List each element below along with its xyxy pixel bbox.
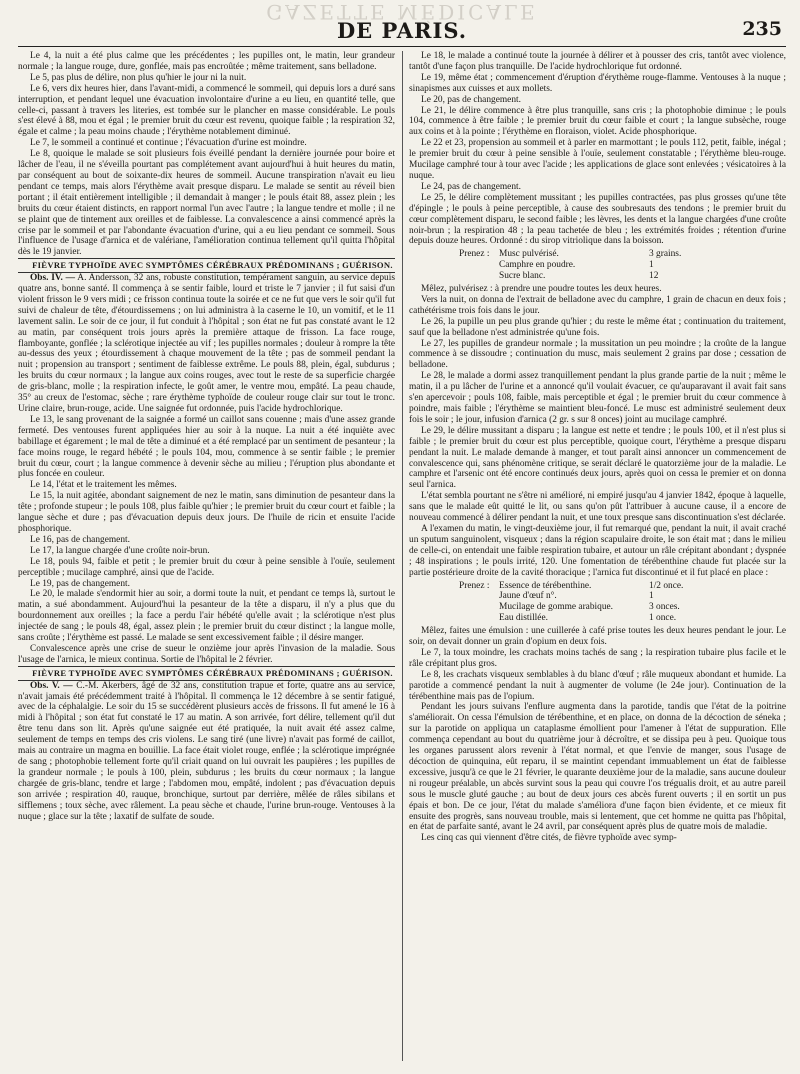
observation-paragraph <box>18 681 395 823</box>
header-rule <box>18 46 786 47</box>
paragraph: Le 5, pas plus de délire, non plus qu'hier le jour ni la nuit. <box>30 72 247 83</box>
paragraph: L'état sembla pourtant ne s'être ni amélioré, ni empiré jusqu'au 4 janvier 1842, époque à laquelle, sans que le malade eût quitté le lit, ou sans qu'on pût l'attribuer à aucune cause, il a encore de nouveau commencé à délirer pendant la nuit, et une toux presque sans discontinuation s'est déclarée. <box>409 491 786 524</box>
prescription-dose: 1 <box>649 591 654 602</box>
paragraph: Le 6, vers dix heures hier, dans l'avant-midi, a commencé le sommeil, qui depuis lors a duré sans interruption, et pendant lequel une évacuation involontaire d'urine a eu lieu, en quantité telle, que celle-ci, passant à travers les literies, est tombée sur le plancher en masse considérable. Le pouls s'est élevé à 88, mou et égal ; le premier bruit du cœur est revenu, quoique faible ; la respiration 32, égale et calme ; la peau moins chaude ; l'érythème notablement diminué. <box>18 83 395 138</box>
paragraph: Mêlez, faites une émulsion : une cuillerée à café prise toutes les deux heures pendant le jour. Le soir, on devait donner un grain d'opium en deux fois. <box>409 626 786 648</box>
prescription-1 <box>459 249 786 282</box>
observation-label: Obs. IV. — <box>30 273 76 284</box>
paragraph: Le 15, la nuit agitée, abondant saignement de nez le matin, sans diminution de pesanteur dans la tête ; profonde stupeur ; le pouls 108, plus faible qu'hier ; le premier bruit du cœur court et faible ; la langue sèche et dure ; pas d'évacuation depuis deux jours. De l'huile de ricin et ensuite l'acide phosphorique. <box>18 491 395 534</box>
paragraph: Le 18, le malade a continué toute la journée à délirer et à pousser des cris, tantôt avec violence, tantôt d'une façon plus tranquille. De l'acide hydrochlorique fut ordonné. <box>409 51 786 72</box>
prescription-item: Eau distillée. <box>499 613 548 624</box>
paragraph: Le 22 et 23, propension au sommeil et à parler en marmottant ; le pouls 112, petit, faible, inégal ; le premier bruit du cœur à peine sensible à l'ouïe, seulement constatable ; l'érythème bleu-rouge. Mucilage camphré tour à tour avec l'acide ; les applications de glace sont enlevées ; vésicatoires à la nuque. <box>409 138 786 181</box>
paragraph: Le 19, même état ; commencement d'éruption d'érythème rouge-flamme. Ventouses à la nuque ; sinapismes aux cuisses et aux mollets. <box>409 72 786 94</box>
prescription-item: Musc pulvérisé. <box>499 249 559 260</box>
prescription-dose: 12 <box>649 271 659 282</box>
paragraph: Le 4, la nuit a été plus calme que les précédentes ; les pupilles ont, le matin, leur grandeur normale ; la langue rouge, dure, gonflée, mais pas encroûtée ; même traitement, sans belladone. <box>18 51 395 72</box>
prescription-line <box>459 581 786 592</box>
page-number: 235 <box>742 18 782 40</box>
paragraph: Le 25, le délire complètement mussitant ; les pupilles contractées, pas plus grosses qu'une tête d'épingle ; le pouls à peine perceptible, à cause des soubresauts des tendons ; le premier bruit du cœur complètement disparu, le second faible ; les lèvres, les dents et la langue chargées d'une croûte noir-brun ; la respiration 48 ; la peau tachetée de bleu ; les extrémités froides ; rétention d'urine depuis douze heures. Ordonné : du sirop vitriolique dans la boisson. <box>409 192 786 247</box>
paragraph: Le 7, la toux moindre, les crachats moins tachés de sang ; la respiration tubaire plus facile et le râle crépitant plus gros. <box>409 647 786 669</box>
observation-text: A. Andersson, 32 ans, robuste constitution, tempérament sanguin, au service depuis quatre ans, bonne santé. Il commença à se sentir faible, lourd et triste le 7 janvier ; il fut saisi d'un violent frisson le 9 vers midi ; ce frisson continua toute la soirée et ce ne fut que vers le soir qu'il fut suivi de chaleur de tête, d'étourdissemens ; on lui administra à la caserne le 10, un vomitif, et le 11 lavement salin. Le soir de ce jour, il fut conduit à l'hôpital ; son état ne fut pas constaté avant le 12 au matin, par conséquent trois jours après la première attaque de frisson. La face rouge, flamboyante, gonflée ; la sclérotique injectée au vif ; les pupilles normales ; douleur à rompre la tête au-dessus des yeux ; étourdissement à chaque mouvement de la tête ; pas de sommeil pendant la nuit ; propension au transport ; sentiment de faiblesse extrême. Le pouls 88, plein, égal, subdurus ; les bruits du cœur normaux ; la langue aux coins rouges, avec tout le reste de sa superficie chargée de gris-blanc, molle ; la respiration infecte, le goût amer, le ventre mou, empâté. La peau chaude, 35° au creux de l'estomac, sèche ; rare érythème typhoïde de couleur rouge clair sur tout le tronc. Urine claire, brun-rouge, acide. Une saignée fut ordonnée, puis l'acide hydrochlorique. <box>18 273 395 414</box>
prescription-line <box>459 249 786 260</box>
paragraph: Les cinq cas qui viennent d'être cités, de fièvre typhoïde avec symp- <box>421 833 677 844</box>
prescription-item: Camphre en poudre. <box>499 260 576 271</box>
paragraph: Le 26, la pupille un peu plus grande qu'hier ; du reste le même état ; continuation du traitement, sauf que la belladone n'est administrée qu'une fois. <box>409 316 786 338</box>
right-column <box>409 51 786 1061</box>
masthead <box>18 0 786 46</box>
paragraph: Le 16, pas de changement. <box>30 534 130 545</box>
paragraph: Le 28, le malade a dormi assez tranquillement pendant la plus grande partie de la nuit ; même le matin, il a pu lâcher de l'urine et a annoncé qu'il voulait évacuer, ce qu'auparavant il avait fait sans s'en apercevoir ; pouls 108, faible, mais perceptible et égal ; le premier bruit du cœur commence à poindre, mais faible ; l'érythème se maintient bleu-foncé. Le musc est administré seulement deux fois le soir ; le jour, infusion d'arnica (2 gr. s sur 8 onces) joint au mucilage camphré. <box>409 371 786 425</box>
text-columns <box>18 51 786 1061</box>
paragraph: Le 27, les pupilles de grandeur normale ; la mussitation un peu moindre ; la croûte de la langue commence à se dissoudre ; continuation du musc, mais seulement 2 grains par dose ; cessation de belladone. <box>409 338 786 371</box>
paragraph: A l'examen du matin, le vingt-deuxième jour, il fut remarqué que, pendant la nuit, il avait craché un sputum sanguinolent, visqueux ; dans la région scapulaire droite, le son était mat ; dans le milieu de celle-ci, on entendait une faible respiration tubaire, et autour un râle crépitant abondant ; dyspnée ; 48 inspirations ; le pouls irrité, 120. Une fomentation de térébenthine chaude fut placée sur la partie postérieure droite de la cavité thoracique ; l'arnica fut discontinué et il fut placé en place : <box>409 523 786 578</box>
paragraph: Le 8, quoique le malade se soit plusieurs fois éveillé pendant la dernière journée pour boire et lâcher de l'eau, il ne s'éveilla pourtant pas complétement avant aujourd'hui à huit heures du matin, par conséquent au bout de soixante-dix heures de sommeil. Aucune transpiration n'avait eu lieu pendant ce temps, mais alors l'érythème avait presque disparu. Le malade se sentit au réveil bien portant ; il était entièrement intelligible ; il demandait à manger ; le pouls était 88, assez plein ; les bruits du cœur étaient distincts, en rapport normal l'un avec l'autre ; la langue tendre et molle ; il ne se plaint que de tintement aux oreilles et de faiblesse. La convalescence a ainsi commencé après la crise par le sommeil et par l'abondante évacuation d'urine, qui a eu lieu pendant ce sommeil. Sous l'influence de l'usage d'arnica et de valériane, l'amélioration continua tellement qu'il quitta l'hôpital dès le 19 janvier. <box>18 149 395 258</box>
prescription-line <box>459 591 786 602</box>
paragraph: Mêlez, pulvérisez : à prendre une poudre toutes les deux heures. <box>421 284 662 295</box>
paragraph: Le 24, pas de changement. <box>421 181 521 192</box>
page-title: DE PARIS. <box>336 18 468 43</box>
prescription-dose: 1 <box>649 260 654 271</box>
paragraph: Pendant les jours suivans l'enflure augmenta dans la parotide, tandis que l'état de la poitrine s'améliorait. On cessa l'émulsion de térébenthine, et en place, on donna de la décoction de séneka ; sur la parotide on appliqua un cataplasme émollient pour l'amener à l'état de suppuration. Elle commença cependant au bout du quatrième jour à décroître, et se dissipa peu à peu. Quoique tous les organes parussent alors revenir à l'état normal, et que l'envie de manger, sous l'usage de décoction de quinquina, eût reparu, il se maintint cependant immuablement un état de faiblesse excessive, jusqu'à ce que le 21 février, le quarante deuxième jour de la maladie, sans aucune douleur ni rougeur préalable, un abcès survint sous la peau qui couvre l'os trégualis droit, et au autre pareil sous le muscle gluté gauche ; au bout de deux jours ces abcès furent ouverts ; il en sortit un pus épais et bon. De ce jour, l'état du malade s'améliora d'une façon bien évidente, et ce mieux fit ensuite des progrès, sans nouveau trouble, mais si lentement, que cet homme ne quitta pas l'hôpital, en état de parfaite santé, avant le 24 avril, par conséquent après plus de quatre mois de maladie. <box>409 702 786 833</box>
prescription-2 <box>459 581 786 625</box>
paragraph: Le 19, pas de changement. <box>30 578 130 589</box>
paragraph: Convalescence après une crise de sueur le onzième jour après l'invasion de la maladie. Sous l'usage de l'arnica, le mieux continua. Sortie de l'hôpital le 2 février. <box>18 643 395 665</box>
prescription-dose: 1/2 once. <box>649 580 684 591</box>
section-heading: FIÈVRE TYPHOÏDE AVEC SYMPTÔMES CÉRÉBRAUX PRÉDOMINANS ; GUÉRISON. <box>18 666 395 681</box>
paragraph: Le 8, les crachats visqueux semblables à du blanc d'œuf ; râle muqueux abondant et humide. La parotide a commencé pendant la nuit à augmenter de volume (le 24e jour). Continuation de la térébenthine mais pas de l'opium. <box>409 669 786 702</box>
left-column <box>18 51 395 1061</box>
observation-text: C.-M. Akerbers, âgé de 32 ans, constitution trapue et forte, quatre ans au service, n'avait jamais été précédemment traité à l'hôpital. Il commença le 12 décembre à se sentir fatigué, avec de la céphalalgie. Le soir du 15 se succédèrent plusieurs accès de frissons. Il fut amené le 16 à midi à l'hôpital ; son état fut constaté le 17 au matin. A son arrivée, fort délire, tellement qu'il dut être tenu dans son lit. Après qu'une saignée eut été pratiquée, la nuit avait été assez calme, seulement de temps en temps des cris violens. Le sang tiré (une livre) n'avait pas formé de caillot, mais au contraire un magma en bouillie. La face était violet rouge, enflée ; la sclérotique imprégnée de sang ; photophobie tellement forte qu'il criait quand on lui ouvrait les paupières ; les pupilles de la grandeur normale ; le pouls à 100, plein, subdurus ; les bruits du cœur normaux ; la langue chargée de gris-blanc, tendre et large ; l'abdomen mou, empâté, indolent ; pas d'évacuation depuis son arrivée ; respiration 40, rauque, bronchique, surtout par derrière, mêlée de râles sibilans et sifflemens ; toux sèche, avec râlement. La peau sèche et chaude, l'urine brun-rouge. Ventouses à la nuque ; glace sur la tête ; laxatif de sulfate de soude. <box>18 680 395 822</box>
paragraph: Le 20, pas de changement. <box>421 94 521 105</box>
prescription-intro: Prenez : <box>459 580 490 591</box>
bleed-through-title: GAZETTE MÉDICALE <box>266 0 538 24</box>
prescription-intro: Prenez : <box>459 249 490 260</box>
observation-label: Obs. V. — <box>30 680 73 691</box>
prescription-dose: 3 onces. <box>649 602 680 613</box>
paragraph: Le 18, pouls 94, faible et petit ; le premier bruit du cœur à peine sensible à l'ouïe, seulement perceptible ; mucilage camphré, ainsi que de l'acide. <box>18 556 395 578</box>
prescription-line <box>459 602 786 613</box>
paragraph: Le 21, le délire commence à être plus tranquille, sans cris ; la photophobie diminue ; le pouls 104, commence à être faible ; le premier bruit du cœur faible et court ; la langue subsèche, rouge aux coins et à la pointe ; l'érythème en floraison, violet. Acide phosphorique. <box>409 105 786 138</box>
observation-paragraph <box>18 273 395 415</box>
paragraph: Le 29, le délire mussitant a disparu ; la langue est nette et tendre ; le pouls 100, et il n'est plus si faible ; le premier bruit du cœur est plus perceptible, quoique court, l'érythème a presque disparu pendant la nuit. Le malade demande à manger, et tout paraît ainsi annoncer un commencement de convalescence qui, sans phénomène critique, se serait déclaré le quatorzième jour de la maladie. Le camphre et l'arsenic ont été encore continués deux jours, après quoi on cessa le premier et on donna seul l'arnica. <box>409 425 786 491</box>
paragraph: Le 17, la langue chargée d'une croûte noir-brun. <box>30 545 210 556</box>
prescription-dose: 1 once. <box>649 613 677 624</box>
prescription-item: Mucilage de gomme arabique. <box>499 602 614 613</box>
prescription-line <box>459 613 786 624</box>
section-heading: FIÈVRE TYPHOÏDE AVEC SYMPTÔMES CÉRÉBRAUX PRÉDOMINANS ; GUÉRISON. <box>18 258 395 273</box>
prescription-dose: 3 grains. <box>649 249 682 260</box>
paragraph: Le 13, le sang provenant de la saignée a formé un caillot sans couenne ; mais d'une assez grande fermeté. Des ventouses furent appliquées hier au soir à la nuque. La nuit a été inquiète avec babillage et égarement ; le mal de tête a diminué et a été remplacé par un sentiment de pesanteur ; la face moins rouge, le regard hébété ; le pouls 104, mou, commence à se sentir faible ; le premier bruit du cœur, court ; la langue commence à devenir sèche au milieu ; l'éruption plus abondante et plus foncée en couleur. <box>18 414 395 480</box>
prescription-item: Jaune d'œuf n°. <box>499 591 557 602</box>
paragraph: Le 7, le sommeil a continué et continue ; l'évacuation d'urine est moindre. <box>30 138 307 149</box>
paragraph: Vers la nuit, on donna de l'extrait de belladone avec du camphre, 1 grain de chacun en deux fois ; cathétérisme trois fois dans le jour. <box>409 294 786 316</box>
prescription-line <box>459 260 786 271</box>
paragraph: Le 14, l'état et le traitement les mêmes. <box>30 480 177 491</box>
prescription-item: Essence de térébenthine. <box>499 580 592 591</box>
paragraph: Le 20, le malade s'endormit hier au soir, a dormi toute la nuit, et pendant ce temps là, surtout le matin, a sué abondamment. Aujourd'hui la pesanteur de la tête a disparu, il n'y a plus que du bourdonnement aux oreilles ; la face a perdu l'air hébété qu'elle avait ; la sclérotique n'est plus injectée de sang ; le pouls 48, égal, assez plein ; le premier bruit du cœur distinct ; la langue molle, sans croûte ; l'érythème est passé. Le malade se sent excessivement faible ; il désire manger. <box>18 589 395 644</box>
prescription-line <box>459 271 786 282</box>
prescription-item: Sucre blanc. <box>499 271 546 282</box>
